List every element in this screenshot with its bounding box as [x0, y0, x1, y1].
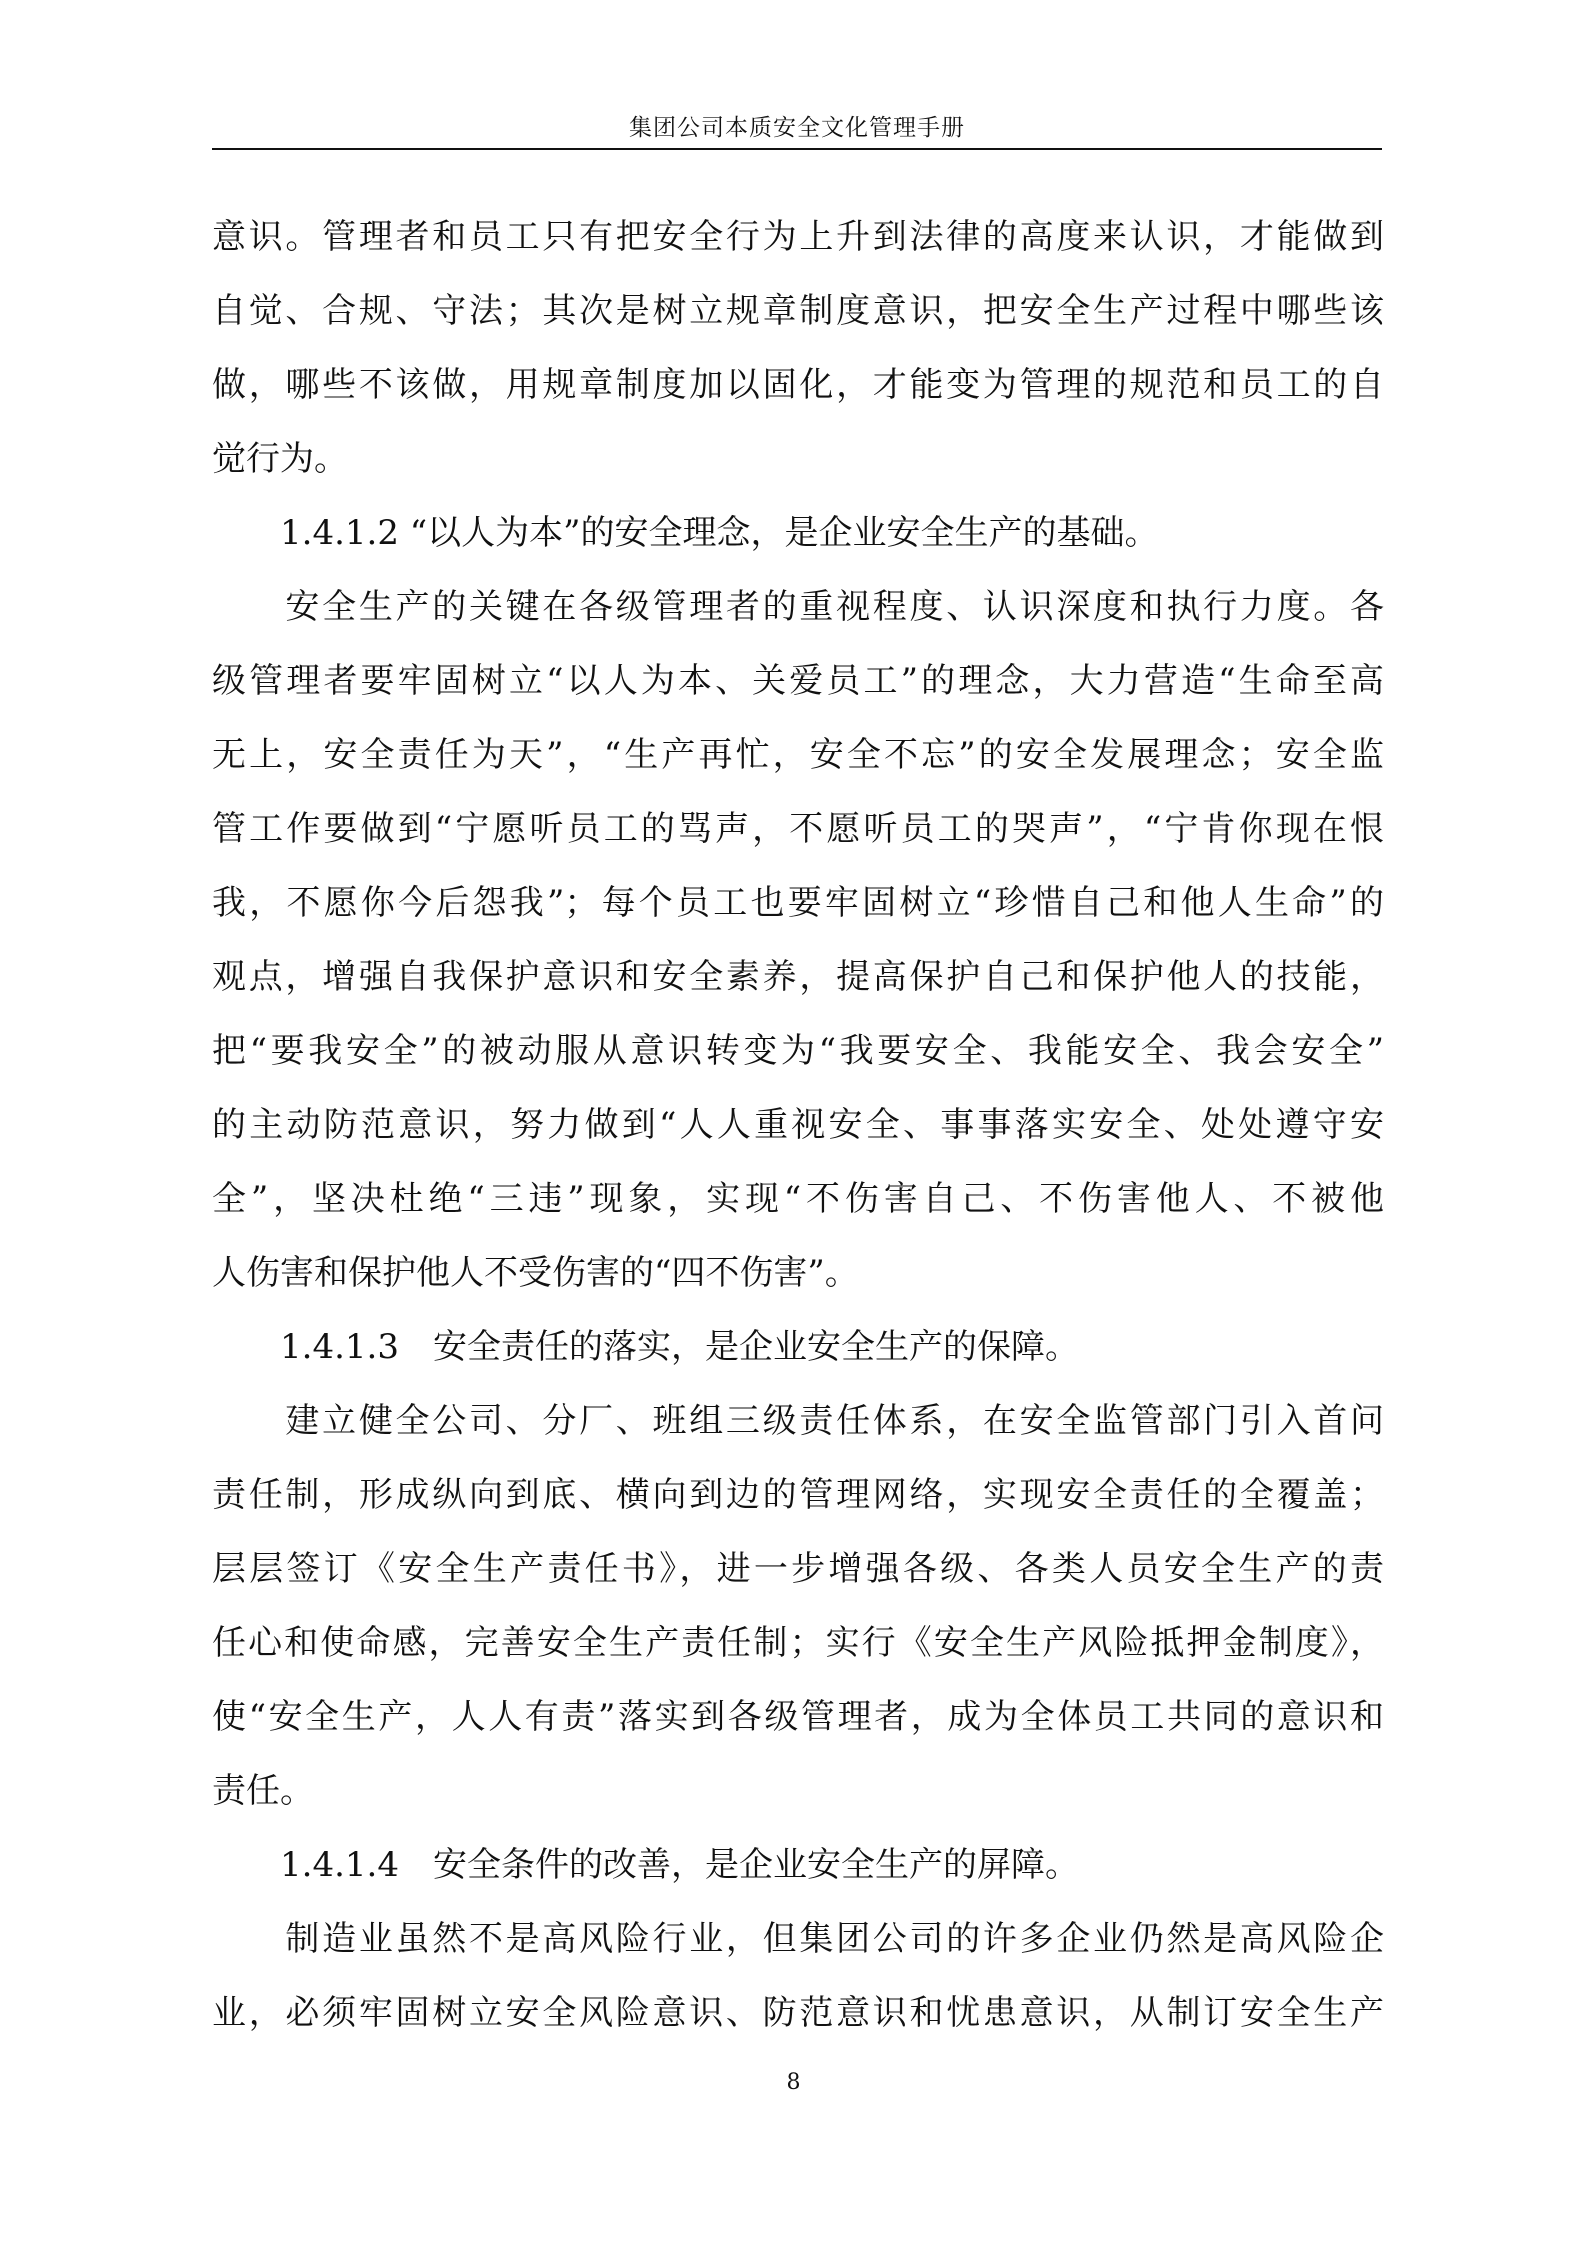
body-line: 级管理者要牢固树立“以人为本、关爱员工”的理念，大力营造“生命至高 [212, 661, 1384, 701]
body-line: 使“安全生产，人人有责”落实到各级管理者，成为全体员工共同的意识和 [212, 1697, 1384, 1737]
section-heading: 1.4.1.3 安全责任的落实，是企业安全生产的保障。 [212, 1327, 1079, 1367]
body-line: 管工作要做到“宁愿听员工的骂声，不愿听员工的哭声”，“宁肯你现在恨 [212, 809, 1384, 849]
body-line: 任心和使命感，完善安全生产责任制；实行《安全生产风险抵押金制度》， [212, 1623, 1384, 1663]
body-line: 觉行为。 [212, 439, 348, 479]
body-line: 我，不愿你今后怨我”；每个员工也要牢固树立“珍惜自己和他人生命”的 [212, 883, 1384, 923]
body-line: 意识。管理者和员工只有把安全行为上升到法律的高度来认识，才能做到 [212, 217, 1384, 257]
body-line: 建立健全公司、分厂、班组三级责任体系，在安全监管部门引入首问 [212, 1401, 1384, 1441]
body-line: 的主动防范意识，努力做到“人人重视安全、事事落实安全、处处遵守安 [212, 1105, 1384, 1145]
body-line: 做，哪些不该做，用规章制度加以固化，才能变为管理的规范和员工的自 [212, 365, 1384, 405]
header-divider [212, 148, 1382, 150]
body-line: 业，必须牢固树立安全风险意识、防范意识和忧患意识，从制订安全生产 [212, 1993, 1384, 2033]
body-line: 人伤害和保护他人不受伤害的“四不伤害”。 [212, 1253, 859, 1293]
body-line: 责任制，形成纵向到底、横向到边的管理网络，实现安全责任的全覆盖； [212, 1475, 1384, 1515]
body-line: 制造业虽然不是高风险行业，但集团公司的许多企业仍然是高风险企 [212, 1919, 1384, 1959]
body-line: 观点，增强自我保护意识和安全素养，提高保护自己和保护他人的技能， [212, 957, 1384, 997]
body-line: 无上，安全责任为天”，“生产再忙，安全不忘”的安全发展理念；安全监 [212, 735, 1384, 775]
section-heading: 1.4.1.2 “以人为本”的安全理念，是企业安全生产的基础。 [212, 513, 1159, 553]
body-line: 全”，坚决杜绝“三违”现象，实现“不伤害自己、不伤害他人、不被他 [212, 1179, 1384, 1219]
body-line: 层层签订《安全生产责任书》，进一步增强各级、各类人员安全生产的责 [212, 1549, 1384, 1589]
body-line: 把“要我安全”的被动服从意识转变为“我要安全、我能安全、我会安全” [212, 1031, 1384, 1071]
document-header: 集团公司本质安全文化管理手册 [629, 115, 965, 141]
body-line: 自觉、合规、守法；其次是树立规章制度意识，把安全生产过程中哪些该 [212, 291, 1384, 331]
body-line: 安全生产的关键在各级管理者的重视程度、认识深度和执行力度。各 [212, 587, 1384, 627]
body-line: 责任。 [212, 1771, 314, 1811]
body-text [212, 200, 1384, 2050]
section-heading: 1.4.1.4 安全条件的改善，是企业安全生产的屏障。 [212, 1845, 1079, 1885]
page-number: 8 [786, 2070, 801, 2095]
